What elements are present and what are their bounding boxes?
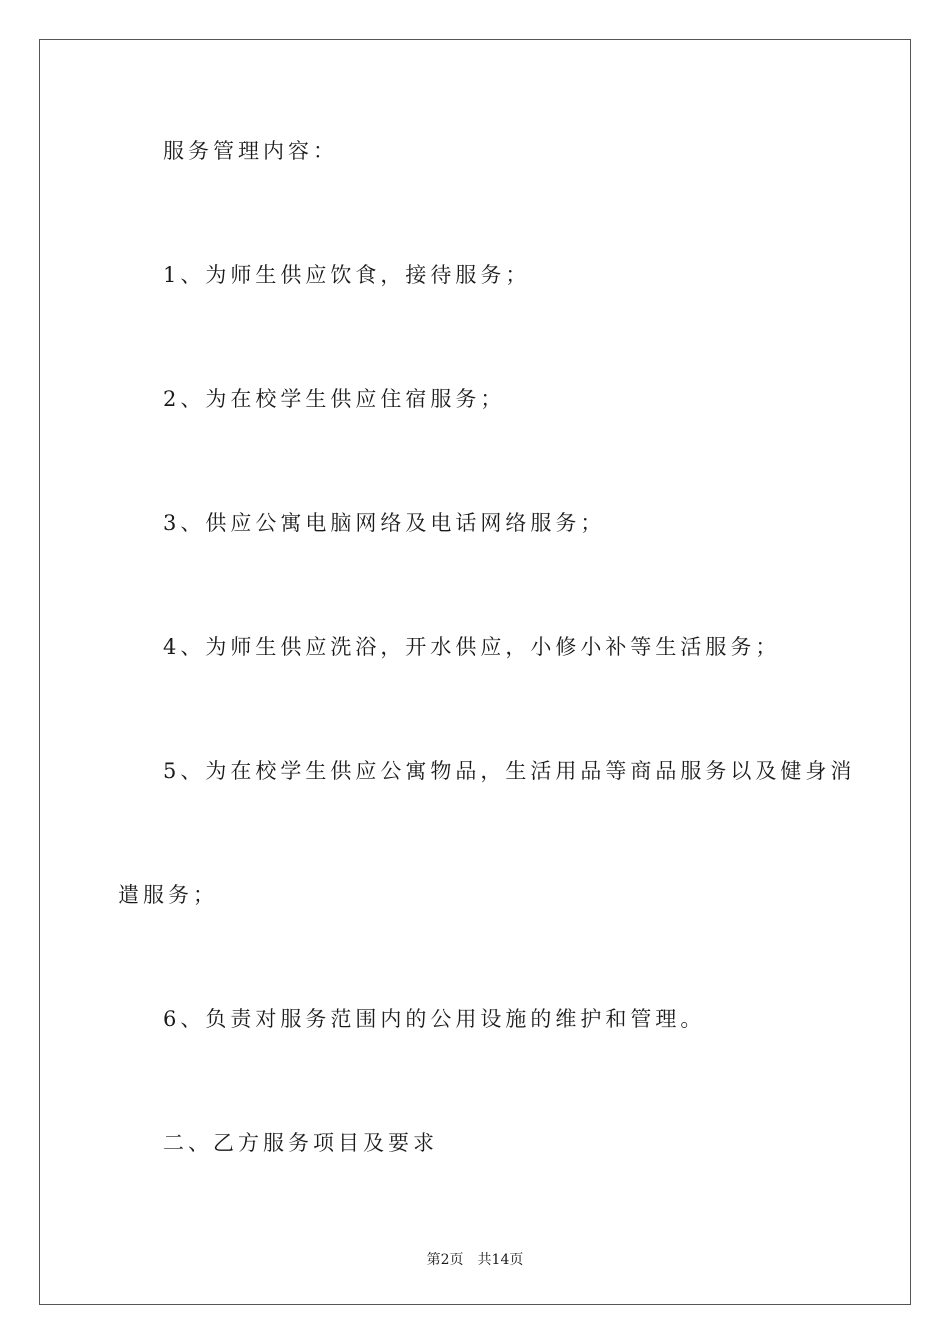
list-item-5-continuation: 遣服务； xyxy=(118,883,218,907)
list-item-3: 3、供应公寓电脑网络及电话网络服务； xyxy=(163,511,606,535)
list-item-1: 1、为师生供应饮食，接待服务； xyxy=(163,263,531,287)
list-item-4: 4、为师生供应洗浴，开水供应，小修小补等生活服务； xyxy=(163,635,781,659)
page-border xyxy=(39,39,911,1305)
section-heading: 服务管理内容： xyxy=(163,139,338,163)
list-item-2: 2、为在校学生供应住宿服务； xyxy=(163,387,506,411)
page-footer xyxy=(0,1249,950,1269)
page-number: 第2页 xyxy=(426,1252,464,1268)
subsection-title: 二、乙方服务项目及要求 xyxy=(163,1131,438,1155)
page-total: 共14页 xyxy=(477,1252,524,1268)
list-item-5: 5、为在校学生供应公寓物品，生活用品等商品服务以及健身消 xyxy=(163,759,856,783)
list-item-6: 6、负责对服务范围内的公用设施的维护和管理。 xyxy=(163,1007,706,1031)
